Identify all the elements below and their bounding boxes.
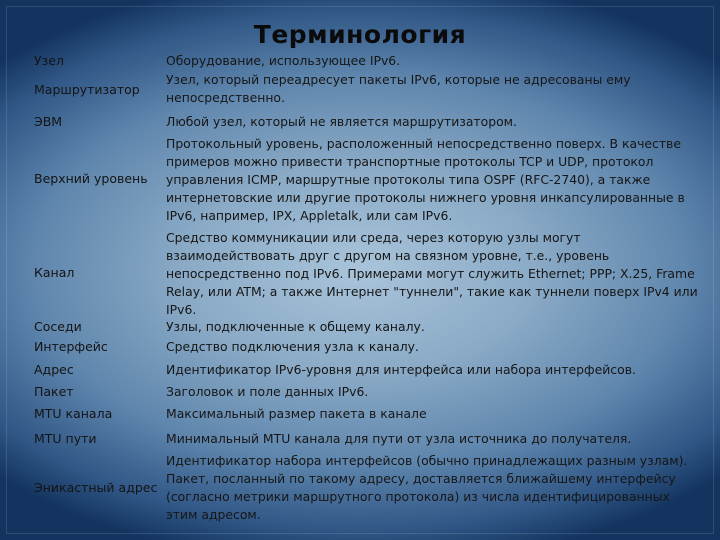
- term-link: Канал: [34, 265, 75, 280]
- definition-node: Оборудование, использующее IPv6.: [166, 53, 401, 68]
- definition-link: Средство коммуникации или среда, через которую узлы могут взаимодействовать друг с другом на связном уровне, т.е., уровень непосредственно под IPv6. Примерами могут служить Ethernet; PPP; X.25, Frame Relay, или ATM; а также Интернет "туннели", такие как туннели поверх IPv4 или IPv6.: [166, 230, 698, 317]
- definition-link-mtu: Максимальный размер пакета в канале: [166, 406, 427, 421]
- definition-router: Узел, который переадресует пакеты IPv6, которые не адресованы ему непосредственно.: [166, 72, 631, 105]
- term-host: ЭВМ: [34, 114, 63, 129]
- definition-host: Любой узел, который не является маршрутизатором.: [166, 114, 517, 129]
- definition-neighbors: Узлы, подключенные к общему каналу.: [166, 319, 425, 334]
- term-packet: Пакет: [34, 384, 74, 399]
- definition-address: Идентификатор IPv6-уровня для интерфейса или набора интерфейсов.: [166, 362, 636, 377]
- definition-upper-layer: Протокольный уровень, расположенный непосредственно поверх. В качестве примеров можно привести транспортные протоколы TCP и UDP, протокол управления ICMP, маршрутные протоколы типа OSPF (RFC-2740), а также интернетовские или другие протоколы нижнего уровня инкапсулированные в IPv6, например, IPX, Appletalk, или сам IPv6.: [166, 136, 685, 223]
- term-router: Маршрутизатор: [34, 82, 140, 97]
- definition-packet: Заголовок и поле данных IPv6.: [166, 384, 369, 399]
- term-upper-layer: Верхний уровень: [34, 171, 148, 186]
- term-node: Узел: [34, 53, 64, 68]
- term-neighbors: Соседи: [34, 319, 82, 334]
- definition-path-mtu: Минимальный MTU канала для пути от узла источника до получателя.: [166, 431, 632, 446]
- definition-anycast-address: Идентификатор набора интерфейсов (обычно принадлежащих разным узлам). Пакет, посланный по такому адресу, доставляется ближайшему интерфейсу (согласно метрики маршрутного протокола) из числа идентифицированных этим адресом.: [166, 453, 688, 522]
- term-path-mtu: MTU пути: [34, 431, 97, 446]
- term-anycast-address: Эникастный адрес: [34, 480, 158, 495]
- term-address: Адрес: [34, 362, 74, 377]
- slide-title: Терминология: [253, 20, 467, 49]
- definition-interface: Средство подключения узла к каналу.: [166, 339, 419, 354]
- term-interface: Интерфейс: [34, 339, 108, 354]
- term-link-mtu: MTU канала: [34, 406, 113, 421]
